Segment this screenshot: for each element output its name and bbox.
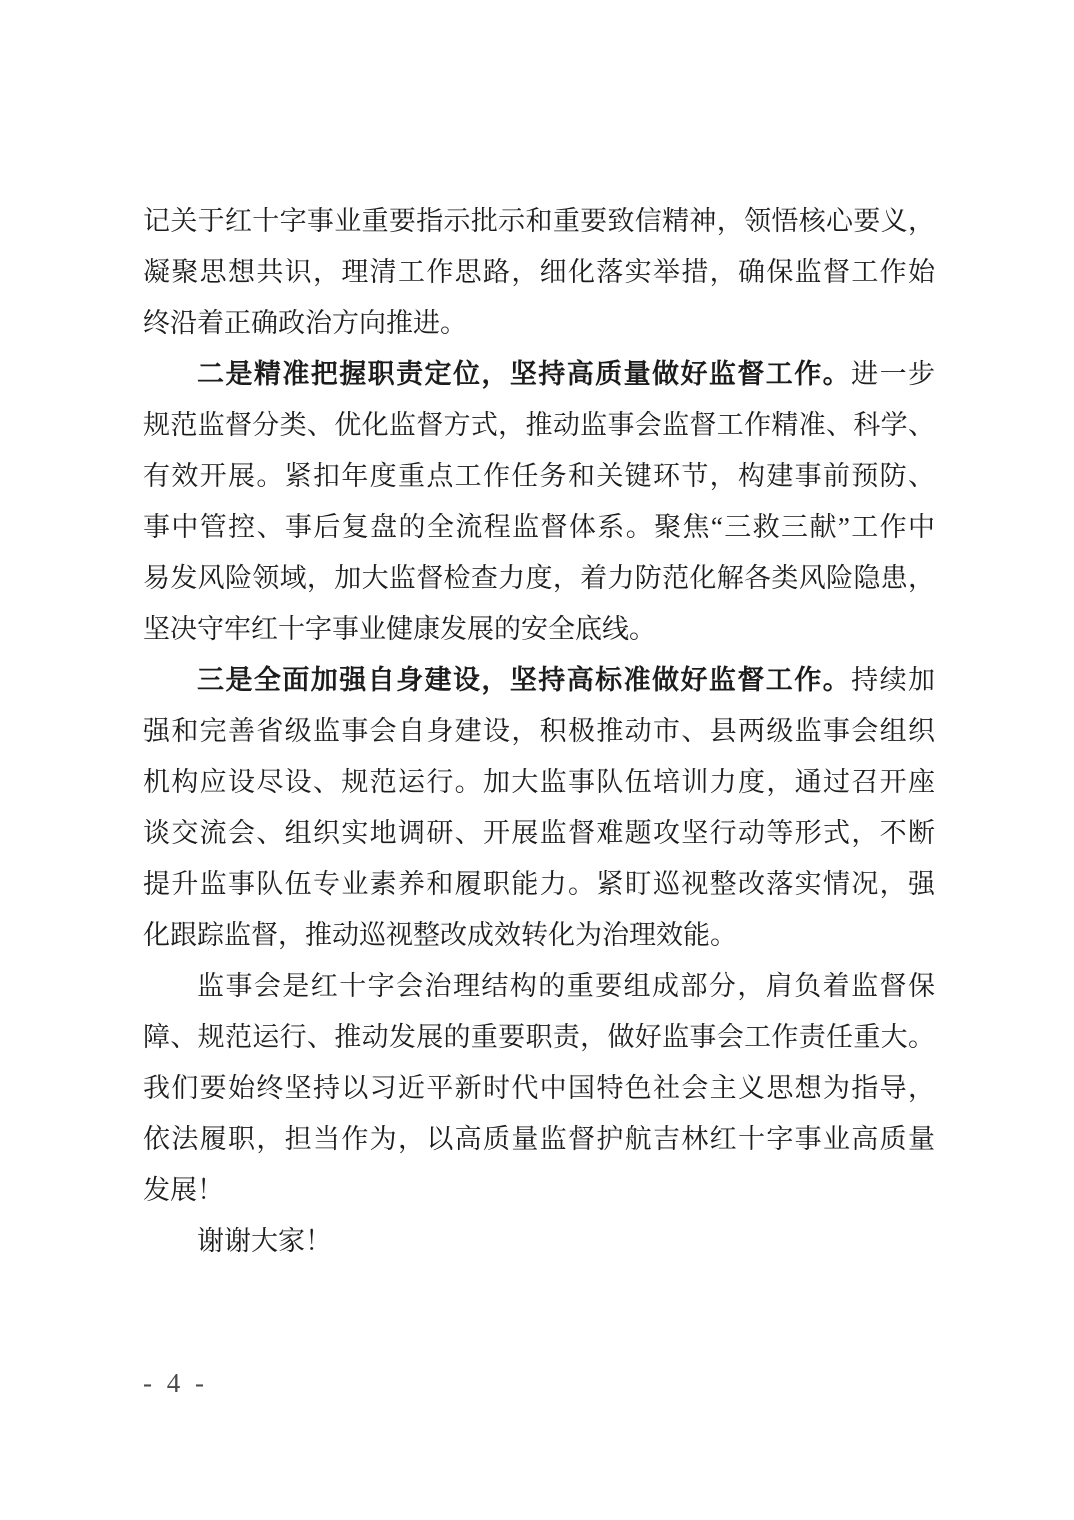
text-line <box>143 1165 935 1216</box>
page-number: - 4 - <box>143 1368 208 1398</box>
text-segment: 化跟踪监督，推动巡视整改成效转化为治理效能。 <box>143 920 737 950</box>
text-segment: 易发风险领域，加大监督检查力度，着力防范化解各类风险隐患， <box>143 563 935 593</box>
text-segment: 我们要始终坚持以习近平新时代中国特色社会主义思想为指导， <box>143 1073 935 1103</box>
text-line <box>143 196 935 247</box>
text-line <box>143 859 935 910</box>
text-line <box>143 451 935 502</box>
text-segment: 有效开展。紧扣年度重点工作任务和关键环节，构建事前预防、 <box>143 461 935 491</box>
text-segment: 事中管控、事后复盘的全流程监督体系。聚焦“三救三献”工作中 <box>143 512 935 542</box>
page-footer <box>143 1368 208 1398</box>
bold-lead-text: 三是全面加强自身建设，坚持高标准做好监督工作。 <box>197 665 852 695</box>
text-line <box>143 757 935 808</box>
text-segment: 发展！ <box>143 1175 224 1205</box>
text-segment: 监事会是红十字会治理结构的重要组成部分，肩负着监督保 <box>197 971 935 1001</box>
text-segment: 机构应设尽设、规范运行。加大监事队伍培训力度，通过召开座 <box>143 767 935 797</box>
text-segment: 进一步 <box>851 359 935 389</box>
text-line <box>143 961 935 1012</box>
text-line <box>143 706 935 757</box>
text-segment: 谢谢大家！ <box>197 1226 332 1256</box>
text-line <box>143 655 935 706</box>
text-line <box>143 247 935 298</box>
text-segment: 依法履职，担当作为，以高质量监督护航吉林红十字事业高质量 <box>143 1124 935 1154</box>
text-line <box>143 604 935 655</box>
text-line <box>143 808 935 859</box>
text-segment: 提升监事队伍专业素养和履职能力。紧盯巡视整改落实情况，强 <box>143 869 935 899</box>
text-line <box>143 400 935 451</box>
text-line <box>143 298 935 349</box>
text-line <box>143 1012 935 1063</box>
text-segment: 规范监督分类、优化监督方式，推动监事会监督工作精准、科学、 <box>143 410 935 440</box>
text-segment: 强和完善省级监事会自身建设，积极推动市、县两级监事会组织 <box>143 716 935 746</box>
text-segment: 坚决守牢红十字事业健康发展的安全底线。 <box>143 614 656 644</box>
text-line <box>143 910 935 961</box>
text-segment: 终沿着正确政治方向推进。 <box>143 308 467 338</box>
text-line <box>143 349 935 400</box>
text-segment: 凝聚思想共识，理清工作思路，细化落实举措，确保监督工作始 <box>143 257 935 287</box>
text-line <box>143 1114 935 1165</box>
text-line <box>143 1216 935 1267</box>
document-body <box>143 196 935 1267</box>
bold-lead-text: 二是精准把握职责定位，坚持高质量做好监督工作。 <box>197 359 852 389</box>
text-line <box>143 553 935 604</box>
text-line <box>143 1063 935 1114</box>
text-segment: 记关于红十字事业重要指示批示和重要致信精神，领悟核心要义， <box>143 206 935 236</box>
text-segment: 持续加 <box>851 665 935 695</box>
text-segment: 障、规范运行、推动发展的重要职责，做好监事会工作责任重大。 <box>143 1022 935 1052</box>
text-line <box>143 502 935 553</box>
text-segment: 谈交流会、组织实地调研、开展监督难题攻坚行动等形式，不断 <box>143 818 935 848</box>
